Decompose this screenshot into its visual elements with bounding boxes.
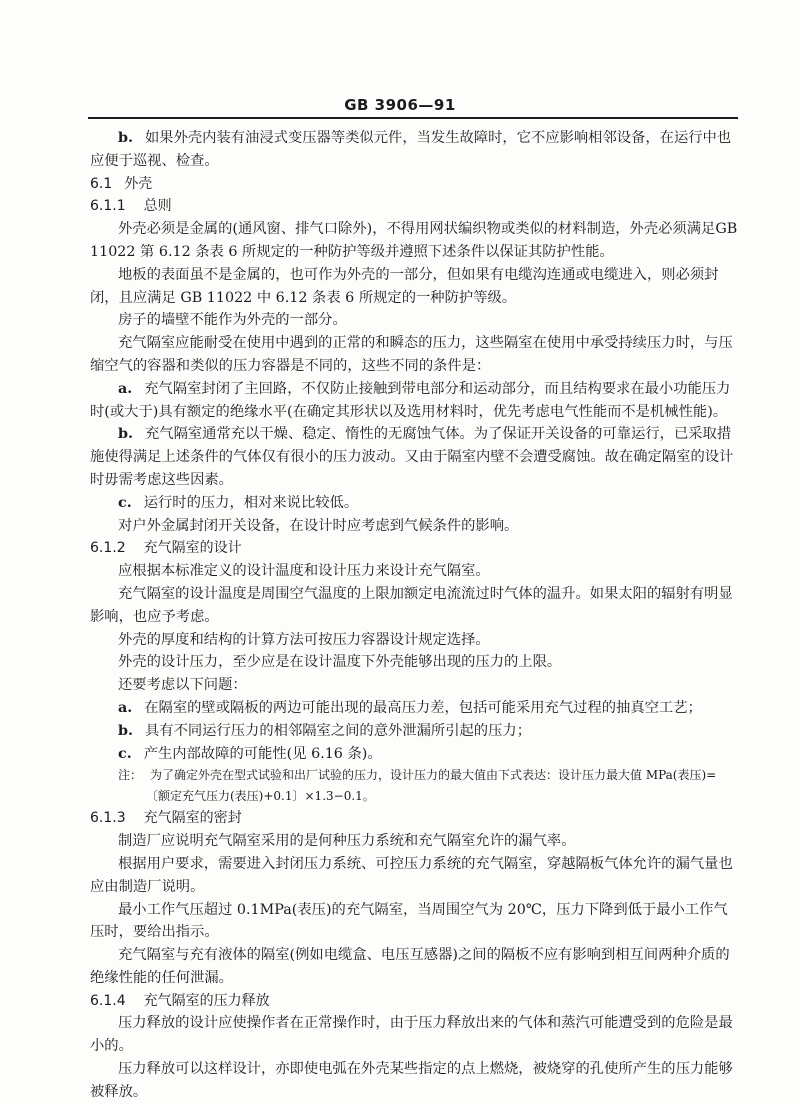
paragraph-text: 房子的墙壁不能作为外壳的一部分。 — [118, 312, 347, 329]
paragraph — [90, 651, 740, 674]
paragraph — [90, 629, 740, 652]
list-item — [90, 127, 740, 173]
document-body — [90, 127, 740, 1104]
item-text: 运行时的压力，相对来说比较低。 — [143, 494, 359, 511]
list-item — [90, 378, 740, 424]
section-title: 总则 — [143, 198, 172, 215]
section-number: 6.1.3 — [90, 810, 126, 827]
list-item — [90, 492, 740, 515]
section-title: 充气隔室的密封 — [143, 810, 242, 827]
paragraph-text: 充气隔室的设计温度是周围空气温度的上限加额定电流流过时气体的温升。如果太阳的辐射有明显影响，也应予考虑。 — [90, 585, 733, 625]
section-title: 外壳 — [124, 175, 153, 192]
paragraph — [90, 332, 740, 378]
section-heading — [90, 807, 740, 830]
item-label: b. — [118, 130, 133, 146]
section-number: 6.1 — [90, 175, 113, 192]
list-item — [90, 743, 740, 766]
note — [90, 765, 740, 786]
paragraph-text: 根据用户要求，需要进入封闭压力系统、可控压力系统的充气隔室，穿越隔板气体允许的漏气量也应由制造厂说明。 — [90, 855, 733, 895]
section-number: 6.1.1 — [90, 198, 126, 215]
item-text: 在隔室的壁或隔板的两边可能出现的最高压力差，包括可能采用充气过程的抽真空工艺； — [144, 699, 702, 716]
paragraph — [90, 899, 740, 945]
section-heading — [90, 990, 740, 1013]
paragraph-text: 外壳的厚度和结构的计算方法可按压力容器设计规定选择。 — [118, 631, 490, 648]
section-number: 6.1.4 — [90, 992, 126, 1009]
list-item — [90, 720, 740, 743]
paragraph — [90, 674, 740, 697]
note-continuation — [90, 786, 740, 807]
paragraph-text: 充气隔室与充有液体的隔室(例如电缆盒、电压互感器)之间的隔板不应有影响到相互间两种介质的绝缘性能的任何泄漏。 — [90, 947, 730, 986]
paragraph — [90, 560, 740, 583]
list-item — [90, 697, 740, 720]
item-text: 充气隔室封闭了主回路，不仅防止接触到带电部分和运动部分，而且结构要求在最小功能压力时(或大于)具有额定的绝缘水平(在确定其形状以及选用材料时，优先考虑电气性能而不是机械性能)。 — [90, 380, 731, 420]
item-label: c. — [118, 494, 132, 511]
item-label: c. — [118, 745, 132, 762]
paragraph-text: 应根据本标准定义的设计温度和设计压力来设计充气隔室。 — [118, 563, 490, 580]
item-label: b. — [118, 426, 133, 443]
paragraph-text: 制造厂应说明充气隔室采用的是何种压力系统和充气隔室允许的漏气率。 — [118, 833, 576, 850]
paragraph-text: 压力释放的设计应使操作者在正常操作时，由于压力释放出来的气体和蒸汽可能遭受到的危险是最小的。 — [90, 1015, 733, 1055]
note-text: 〔额定充气压力(表压)+0.1〕×1.3−0.1。 — [146, 789, 375, 804]
section-title: 充气隔室的压力释放 — [143, 992, 270, 1009]
note-text: 为了确定外壳在型式试验和出厂试验的压力，设计压力的最大值由下式表达：设计压力最大值 MPa(表压)= — [150, 768, 717, 783]
paragraph-text: 还要考虑以下问题： — [118, 677, 247, 694]
section-number: 6.1.2 — [90, 540, 126, 557]
paragraph — [90, 515, 740, 538]
header-rule — [88, 117, 738, 119]
paragraph — [90, 830, 740, 853]
paragraph — [90, 583, 740, 629]
paragraph-text: 对户外金属封闭开关设备，在设计时应考虑到气候条件的影响。 — [118, 517, 519, 534]
paragraph — [90, 309, 740, 332]
section-title: 充气隔室的设计 — [143, 540, 242, 557]
item-label: a. — [118, 380, 133, 397]
paragraph — [90, 853, 740, 899]
item-label: b. — [118, 722, 133, 739]
item-text: 产生内部故障的可能性(见 6.16 条)。 — [143, 745, 382, 762]
paragraph — [90, 944, 740, 990]
paragraph — [90, 1058, 740, 1104]
paragraph — [90, 264, 740, 310]
item-label: a. — [118, 699, 133, 716]
section-heading — [90, 173, 740, 196]
item-text: 如果外壳内装有油浸式变压器等类似元件，当发生故障时，它不应影响相邻设备，在运行中也应便于巡视、检查。 — [90, 130, 732, 169]
paragraph-text: 外壳必须是金属的(通风窗、排气口除外)，不得用网状编织物或类似的材料制造，外壳必须满足GB 11022 第 6.12 条表 6 所规定的一种防护等级并遵照下述条件以保证其防护性能。 — [90, 221, 738, 260]
paragraph-text: 地板的表面虽不是金属的，也可作为外壳的一部分，但如果有电缆沟连通或电缆进入，则必须封闭，且应满足 GB 11022 中 6.12 条表 6 所规定的一种防护等级。 — [90, 266, 719, 306]
list-item — [90, 423, 740, 491]
paragraph — [90, 218, 740, 264]
note-label: 注： — [118, 768, 143, 783]
item-text: 充气隔室通常充以干燥、稳定、惰性的无腐蚀气体。为了保证开关设备的可靠运行，已采取措施使得满足上述条件的气体仅有很小的压力波动。又由于隔室内壁不会遭受腐蚀。故在确定隔室的设计时毋需考虑这些因素。 — [90, 426, 734, 488]
section-heading — [90, 537, 740, 560]
paragraph-text: 最小工作气压超过 0.1MPa(表压)的充气隔室，当周围空气为 20℃，压力下降到低于最小工作气压时，要给出指示。 — [90, 901, 728, 941]
section-heading — [90, 195, 740, 218]
page-header: GB 3906—91 — [344, 96, 456, 114]
paragraph-text: 压力释放可以这样设计，亦即使电弧在外壳某些指定的点上燃烧，被烧穿的孔使所产生的压力能够被释放。 — [90, 1061, 733, 1100]
paragraph-text: 外壳的设计压力，至少应是在设计温度下外壳能够出现的压力的上限。 — [118, 654, 562, 671]
item-text: 具有不同运行压力的相邻隔室之间的意外泄漏所引起的压力； — [144, 722, 531, 739]
paragraph — [90, 1012, 740, 1058]
paragraph-text: 充气隔室应能耐受在使用中遇到的正常的和瞬态的压力，这些隔室在使用中承受持续压力时，与压缩空气的容器和类似的压力容器是不同的，这些不同的条件是： — [90, 335, 733, 374]
